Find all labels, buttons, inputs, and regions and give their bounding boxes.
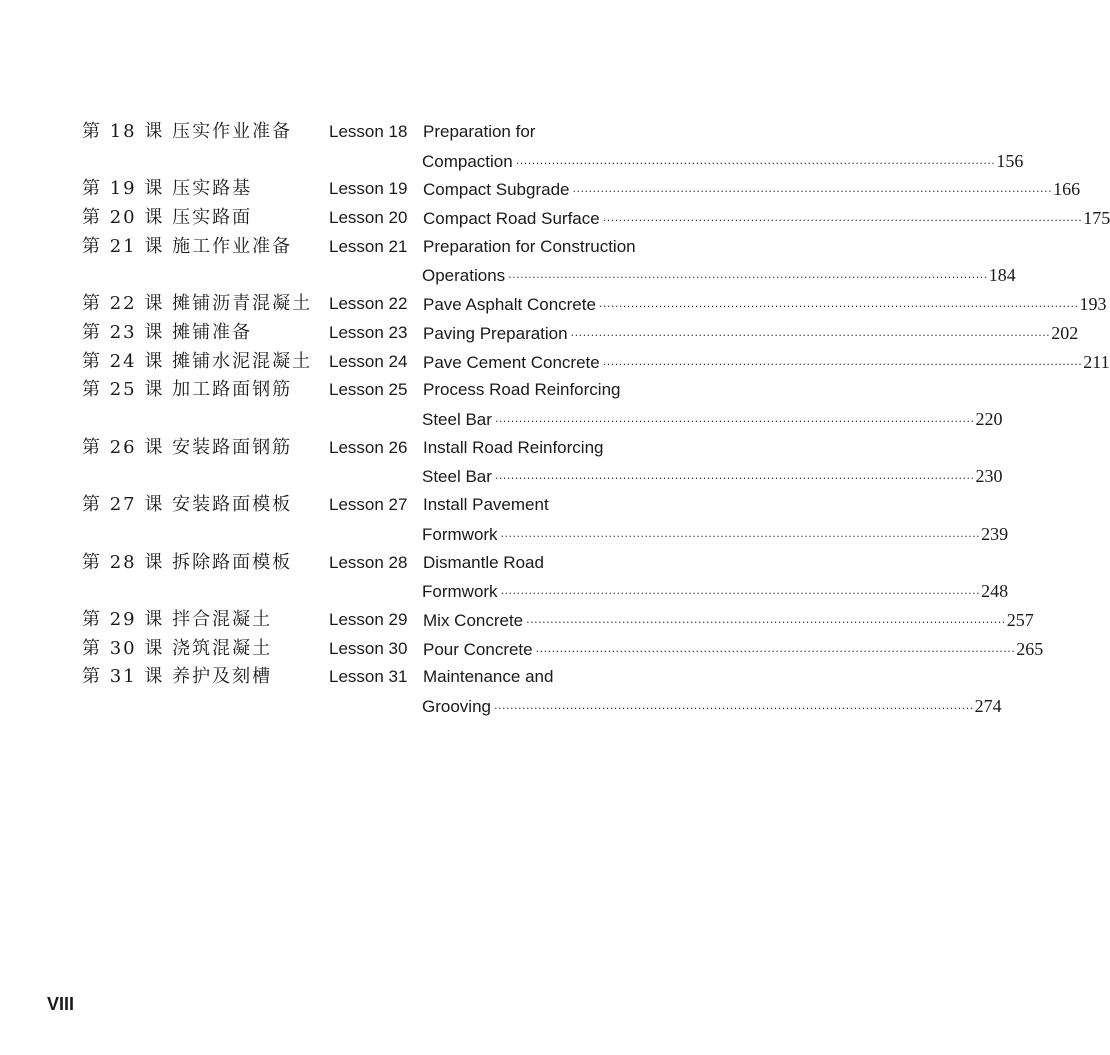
toc-lesson-number: Lesson 20 — [329, 208, 408, 228]
dot-leader: ························································································································ — [602, 357, 1083, 371]
toc-english-title-line — [422, 147, 1024, 178]
toc-chinese-title: 第 26 课 安装路面钢筋 — [82, 436, 293, 458]
dot-leader: ························································································································ — [515, 156, 996, 170]
toc-english-title-line — [422, 405, 1003, 436]
toc-english-title-text: Process Road Reinforcing — [423, 380, 621, 400]
toc-page-number: 166 — [1053, 179, 1081, 200]
toc-chinese-title: 第 20 课 压实路面 — [82, 207, 253, 229]
toc-english-title-line — [423, 663, 668, 691]
toc-chinese-title: 第 29 课 拌合混凝土 — [82, 608, 273, 630]
toc-english-title-text: Maintenance and — [423, 667, 554, 687]
toc-lesson-number: Lesson 22 — [329, 294, 408, 314]
toc-english-title-text: Paving Preparation — [423, 323, 568, 343]
toc-lesson-number: Lesson 24 — [329, 351, 408, 371]
toc-english-title-line — [423, 348, 1110, 379]
toc-english-title-line — [423, 290, 1107, 321]
toc-english-title-text: Compact Road Surface — [423, 209, 600, 229]
page-number-folio: VIII — [47, 994, 75, 1014]
toc-page-number: 274 — [974, 695, 1002, 716]
toc-english-title-text: Install Road Reinforcing — [423, 437, 604, 457]
dot-leader: ························································································································ — [570, 328, 1051, 342]
toc-page-number: 211 — [1083, 351, 1110, 372]
toc-english-title-text: Operations — [422, 266, 506, 286]
toc-english-title-text: Pour Concrete — [423, 639, 533, 659]
dot-leader: ························································································································ — [526, 615, 1006, 629]
toc-page-number: 257 — [1006, 609, 1034, 630]
toc-chinese-title: 第 19 课 压实路基 — [82, 178, 253, 200]
toc-lesson-number: Lesson 21 — [329, 236, 408, 256]
toc-chinese-title: 第 27 课 安装路面模板 — [82, 494, 293, 516]
toc-chinese-title: 第 21 课 施工作业准备 — [82, 235, 293, 257]
dot-leader: ························································································································ — [598, 300, 1079, 314]
toc-english-title-line — [422, 577, 1009, 608]
toc-page-number: 239 — [981, 523, 1009, 544]
toc-english-title-line — [423, 549, 668, 577]
toc-page-number: 193 — [1079, 294, 1107, 315]
toc-english-title-text: Steel Bar — [422, 467, 492, 487]
toc-english-title-text: Formwork — [422, 582, 498, 602]
toc-english-title-text: Steel Bar — [422, 409, 492, 429]
toc-english-title-line — [422, 520, 1009, 551]
toc-english-title-line — [423, 376, 668, 404]
toc-english-title-text: Preparation for — [423, 122, 536, 141]
toc-english-title-text: Compact Subgrade — [423, 180, 570, 200]
toc-lesson-number: Lesson 31 — [329, 667, 408, 687]
toc-page-number: 156 — [996, 150, 1024, 171]
toc-english-title-line — [423, 606, 1034, 637]
toc-english-title-line — [422, 462, 1003, 493]
toc-page-number: 184 — [988, 265, 1016, 286]
toc-lesson-number: Lesson 19 — [329, 179, 408, 199]
toc-lesson-number: Lesson 23 — [329, 322, 408, 342]
toc-english-title-line — [422, 261, 1016, 292]
toc-chinese-title: 第 28 课 拆除路面模板 — [82, 551, 293, 573]
dot-leader: ························································································································ — [508, 271, 988, 285]
toc-english-title-text: Compaction — [422, 151, 513, 171]
toc-chinese-title: 第 22 课 摊铺沥青混凝土 — [82, 293, 313, 315]
toc-page-number: 230 — [975, 466, 1003, 487]
toc-english-title-line — [423, 233, 668, 261]
toc-english-title-line — [422, 692, 1002, 723]
toc-english-title-text: Formwork — [422, 524, 498, 544]
toc-chinese-title: 第 25 课 加工路面钢筋 — [82, 379, 293, 401]
toc-english-title-text: Install Pavement — [423, 495, 549, 515]
toc-page-number: 248 — [981, 581, 1009, 602]
toc-page-number: 202 — [1051, 322, 1079, 343]
toc-page-number: 265 — [1016, 638, 1044, 659]
dot-leader: ························································································································ — [572, 185, 1053, 199]
toc-english-title-line — [423, 204, 1110, 235]
toc-english-title-text: Mix Concrete — [423, 610, 524, 630]
dot-leader: ························································································································ — [535, 644, 1016, 658]
toc-lesson-number: Lesson 30 — [329, 638, 408, 658]
dot-leader: ························································································································ — [493, 701, 974, 715]
toc-english-title-text: Pave Cement Concrete — [423, 352, 600, 372]
dot-leader: ························································································································ — [500, 587, 981, 601]
toc-english-title-text: Grooving — [422, 696, 491, 716]
toc-chinese-title: 第 30 课 浇筑混凝土 — [82, 637, 273, 659]
toc-page-number: 175 — [1083, 208, 1110, 229]
dot-leader: ························································································································ — [500, 529, 981, 543]
toc-english-title-text: Preparation for Construction — [423, 236, 636, 256]
toc-english-title-line — [423, 434, 668, 462]
toc-chinese-title: 第 23 课 摊铺准备 — [82, 321, 253, 343]
toc-lesson-number: Lesson 18 — [329, 122, 408, 141]
toc-lesson-number: Lesson 27 — [329, 495, 408, 515]
dot-leader: ························································································································ — [494, 414, 975, 428]
toc-english-title-text: Dismantle Road — [423, 552, 544, 572]
toc-chinese-title: 第 31 课 养护及刻槽 — [82, 666, 273, 688]
toc-lesson-number: Lesson 26 — [329, 437, 408, 457]
toc-page-number: 220 — [975, 408, 1003, 429]
toc-chinese-title: 第 18 课 压实作业准备 — [82, 121, 293, 142]
toc-lesson-number: Lesson 29 — [329, 609, 408, 629]
toc-chinese-title: 第 24 课 摊铺水泥混凝土 — [82, 350, 313, 372]
toc-english-title-line — [423, 319, 1079, 350]
toc-english-title-line — [423, 175, 1081, 206]
toc-english-title-text: Pave Asphalt Concrete — [423, 295, 596, 315]
dot-leader: ························································································································ — [602, 214, 1083, 228]
dot-leader: ························································································································ — [494, 472, 975, 486]
toc-english-title-line — [423, 118, 668, 146]
toc-lesson-number: Lesson 28 — [329, 552, 408, 572]
toc-lesson-number: Lesson 25 — [329, 380, 408, 400]
toc-english-title-line — [423, 635, 1044, 666]
toc-english-title-line — [423, 491, 668, 519]
